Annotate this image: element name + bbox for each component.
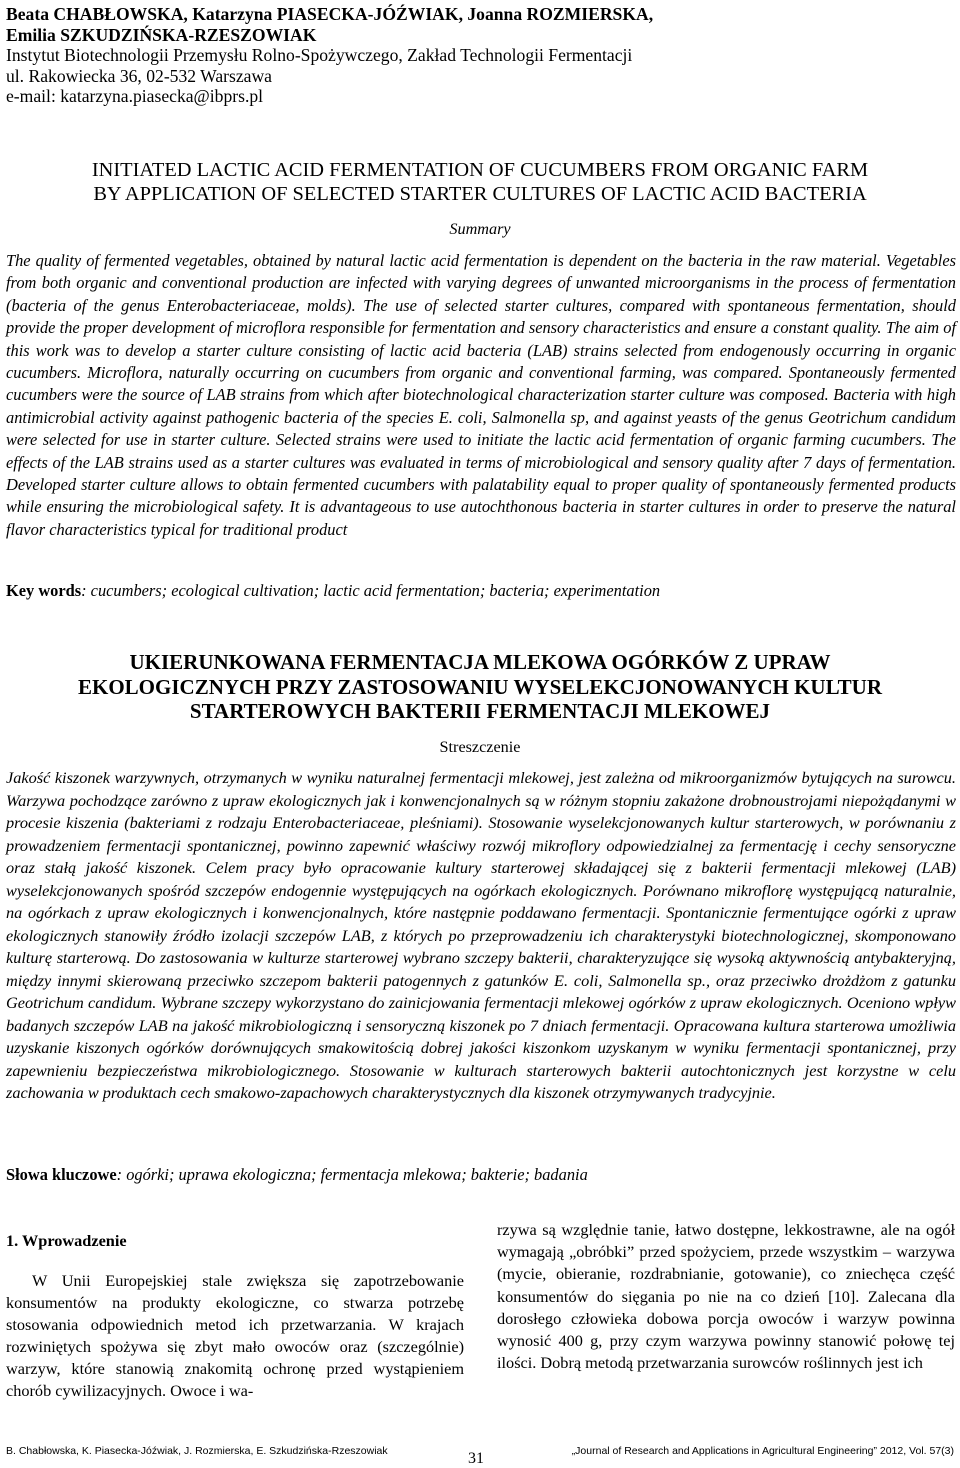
section-heading: 1. Wprowadzenie <box>6 1231 127 1250</box>
slowa-kluczowe-label: Słowa kluczowe <box>6 1165 117 1184</box>
keywords-label: Key words <box>6 581 82 600</box>
intro-left-column <box>6 1230 464 1402</box>
address: ul. Rakowiecka 36, 02-532 Warszawa <box>6 65 272 86</box>
author-block <box>6 4 954 107</box>
polish-title-line1: UKIERUNKOWANA FERMENTACJA MLEKOWA OGÓRKÓW Z UPRAW <box>129 650 831 674</box>
polish-title <box>6 650 954 724</box>
polish-keywords <box>6 1164 956 1186</box>
keywords-text: : cucumbers; ecological cultivation; lactic acid fermentation; bacteria; experimentation <box>81 581 661 600</box>
streszczenie-heading: Streszczenie <box>439 738 521 756</box>
english-title-line2: BY APPLICATION OF SELECTED STARTER CULTURES OF LACTIC ACID BACTERIA <box>93 183 867 205</box>
author-names-line2: Emilia SZKUDZIŃSKA-RZESZOWIAK <box>6 24 317 45</box>
footer-journal: „Journal of Research and Applications in Agricultural Engineering” 2012, Vol. 57(3) <box>571 1445 954 1457</box>
author-names-line1: Beata CHABŁOWSKA, Katarzyna PIASECKA-JÓŹWIAK, Joanna ROZMIERSKA, <box>6 4 654 24</box>
intro-paragraph-left: W Unii Europejskiej stale zwiększa się zapotrzebowanie konsumentów na produkty ekologiczne, co stwarza potrzebę stosowania odpowiednich metod ich przetwarzania. W krajach rozwiniętych spożywa się zbyt mało owoców oraz (szczególnie) warzyw, które stanowią znakomitą ochronę przed wystąpieniem chorób cywilizacyjnych. Owoce i wa- <box>6 1271 464 1400</box>
summary-heading: Summary <box>449 220 511 238</box>
polish-abstract: Jakość kiszonek warzywnych, otrzymanych w wyniku naturalnej fermentacji mlekowej, jest zależna od mikroorganizmów bytujących na surowcu. Warzywa pochodzące zarówno z upraw ekologicznych jak i konwencjonalnych są w różnym stopniu zakażone drobnoustrojami niepożądanymi w procesie kiszenia (bakteriami z rodzaju Enterobacteriaceae, pleśniami). Stosowanie wyselekcjonowanych kultur starterowych, w porównaniu z prowadzeniem fermentacji spontanicznej, powinno zapewnić właściwy rozwój mikroflory odpowiedzialnej za fermentację i cechy sensoryczne oraz stałą jakość kiszonek. Celem pracy było opracowanie kultury starterowej składającej się z bakterii fermentacji mlekowej (LAB) wyselekcjonowanych spośród szczepów endogennie występujących na ogórkach ekologicznych. Porównano mikroflorę występującą naturalnie, na ogórkach z upraw ekologicznych i konwencjonalnych, które następnie poddawano fermentacji. Spontanicznie fermentujące ogórki z upraw ekologicznych stanowiły źródło izolacji szczepów LAB, z których po przeprowadzeniu ich charakterystyki biotechnologicznej, skomponowano kulturę starterową. Do zastosowania w kulturze starterowej wybrano szczepy bakterii, charakteryzujące się wysoką aktywnością antybakteryjną, między innymi skierowaną przeciwko szczepom bakterii patogennych z gatunków E. coli, Salmonella sp., oraz przeciwko drożdżom z gatunku Geotrichum candidum. Wybrane szczepy wykorzystano do zainicjowania fermentacji mlekowej ogórków z upraw ekologicznych. Oceniono wpływ badanych szczepów LAB na jakość mikrobiologiczną i sensoryczną kiszonek po 7 dniach fermentacji. Opracowana kultura starterowa umożliwia uzyskanie kiszonych ogórków dorównujących smakowitością dobrej jakości kiszonkom uzyskanym w wyniku fermentacji spontanicznej, przy zapewnieniu bezpieczeństwa mikrobiologicznego. Stosowanie w kulturach starterowych bakterii autochtonicznych jest korzystne w celu zachowania w produktach cech smakowo-zapachowych charakterystycznych dla kiszonek otrzymywanych tradycyjnie. <box>6 768 956 1102</box>
english-abstract: The quality of fermented vegetables, obtained by natural lactic acid fermentation is dependent on the bacteria in the raw material. Vegetables from both organic and conventional production are infected with varying degrees of unwanted microorganisms in the process of fermentation (bacteria of the genus Enterobacteriaceae, molds). The use of selected starter cultures, compared with spontaneous fermentation, should provide the proper development of microflora responsible for fermentation and sensory characteristics and ensure a constant quality. The aim of this work was to develop a starter culture consisting of lactic acid bacteria (LAB) strains selected from endogenously occurring in organic cucumbers. Microflora, naturally occurring on cucumbers from organic and conventional farming, was compared. Spontaneously fermented cucumbers were the source of LAB strains from which after biotechnological characterization starter culture was composed. Bacteria with high antimicrobial activity against pathogenic bacteria of the species E. coli, Salmonella sp, and against yeasts of the genus Geotrichum candidum were selected for use in starter culture. Selected strains were used to initiate the lactic acid fermentation of organic farming cucumbers. The effects of the LAB strains used as a starter cultures was evaluated in terms of microbiological and sensory quality after 7 days of fermentation. Developed starter culture allows to obtain fermented cucumbers with palatability equal to proper quality of spontaneously fermented products while ensuring the microbiological safety. It is advantageous to use autochthonous bacteria in starter cultures in order to preserve the natural flavor characteristics typical for traditional product <box>6 251 956 539</box>
english-keywords <box>6 580 956 602</box>
polish-title-line3: STARTEROWYCH BAKTERII FERMENTACJI MLEKOWEJ <box>189 699 771 724</box>
footer-authors: B. Chabłowska, K. Piasecka-Jóźwiak, J. Rozmierska, E. Szkudzińska-Rzeszowiak <box>6 1445 388 1457</box>
slowa-kluczowe-text: : ogórki; uprawa ekologiczna; fermentacja mlekowa; bakterie; badania <box>116 1165 588 1184</box>
english-title-line1: INITIATED LACTIC ACID FERMENTATION OF CUCUMBERS FROM ORGANIC FARM <box>91 159 869 181</box>
english-title <box>6 158 954 206</box>
institution: Instytut Biotechnologii Przemysłu Rolno-Spożywczego, Zakład Technologii Fermentacji <box>6 45 633 66</box>
email: e-mail: katarzyna.piasecka@ibprs.pl <box>6 86 264 107</box>
page-number: 31 <box>468 1450 484 1467</box>
intro-right-column: rzywa są względnie tanie, łatwo dostępne, lekkostrawne, ale na ogół wymagają „obróbki” przed spożyciem, przede wszystkim – warzywa (mycie, obieranie, rozdrabnianie, gotowanie), co zniechęca część konsumentów do sięgania po nie na co dzień [10]. Zalecana dla dorosłego człowieka dobowa porcja owoców i warzyw powinna wynosić 400 g, przy czym warzywa powinny stanowić połowę tej ilości. Dobrą metodą przetwarzania surowców roślinnych jest ich <box>497 1220 955 1373</box>
polish-title-line2: EKOLOGICZNYCH PRZY ZASTOSOWANIU WYSELEKCJONOWANYCH KULTUR <box>78 674 882 699</box>
